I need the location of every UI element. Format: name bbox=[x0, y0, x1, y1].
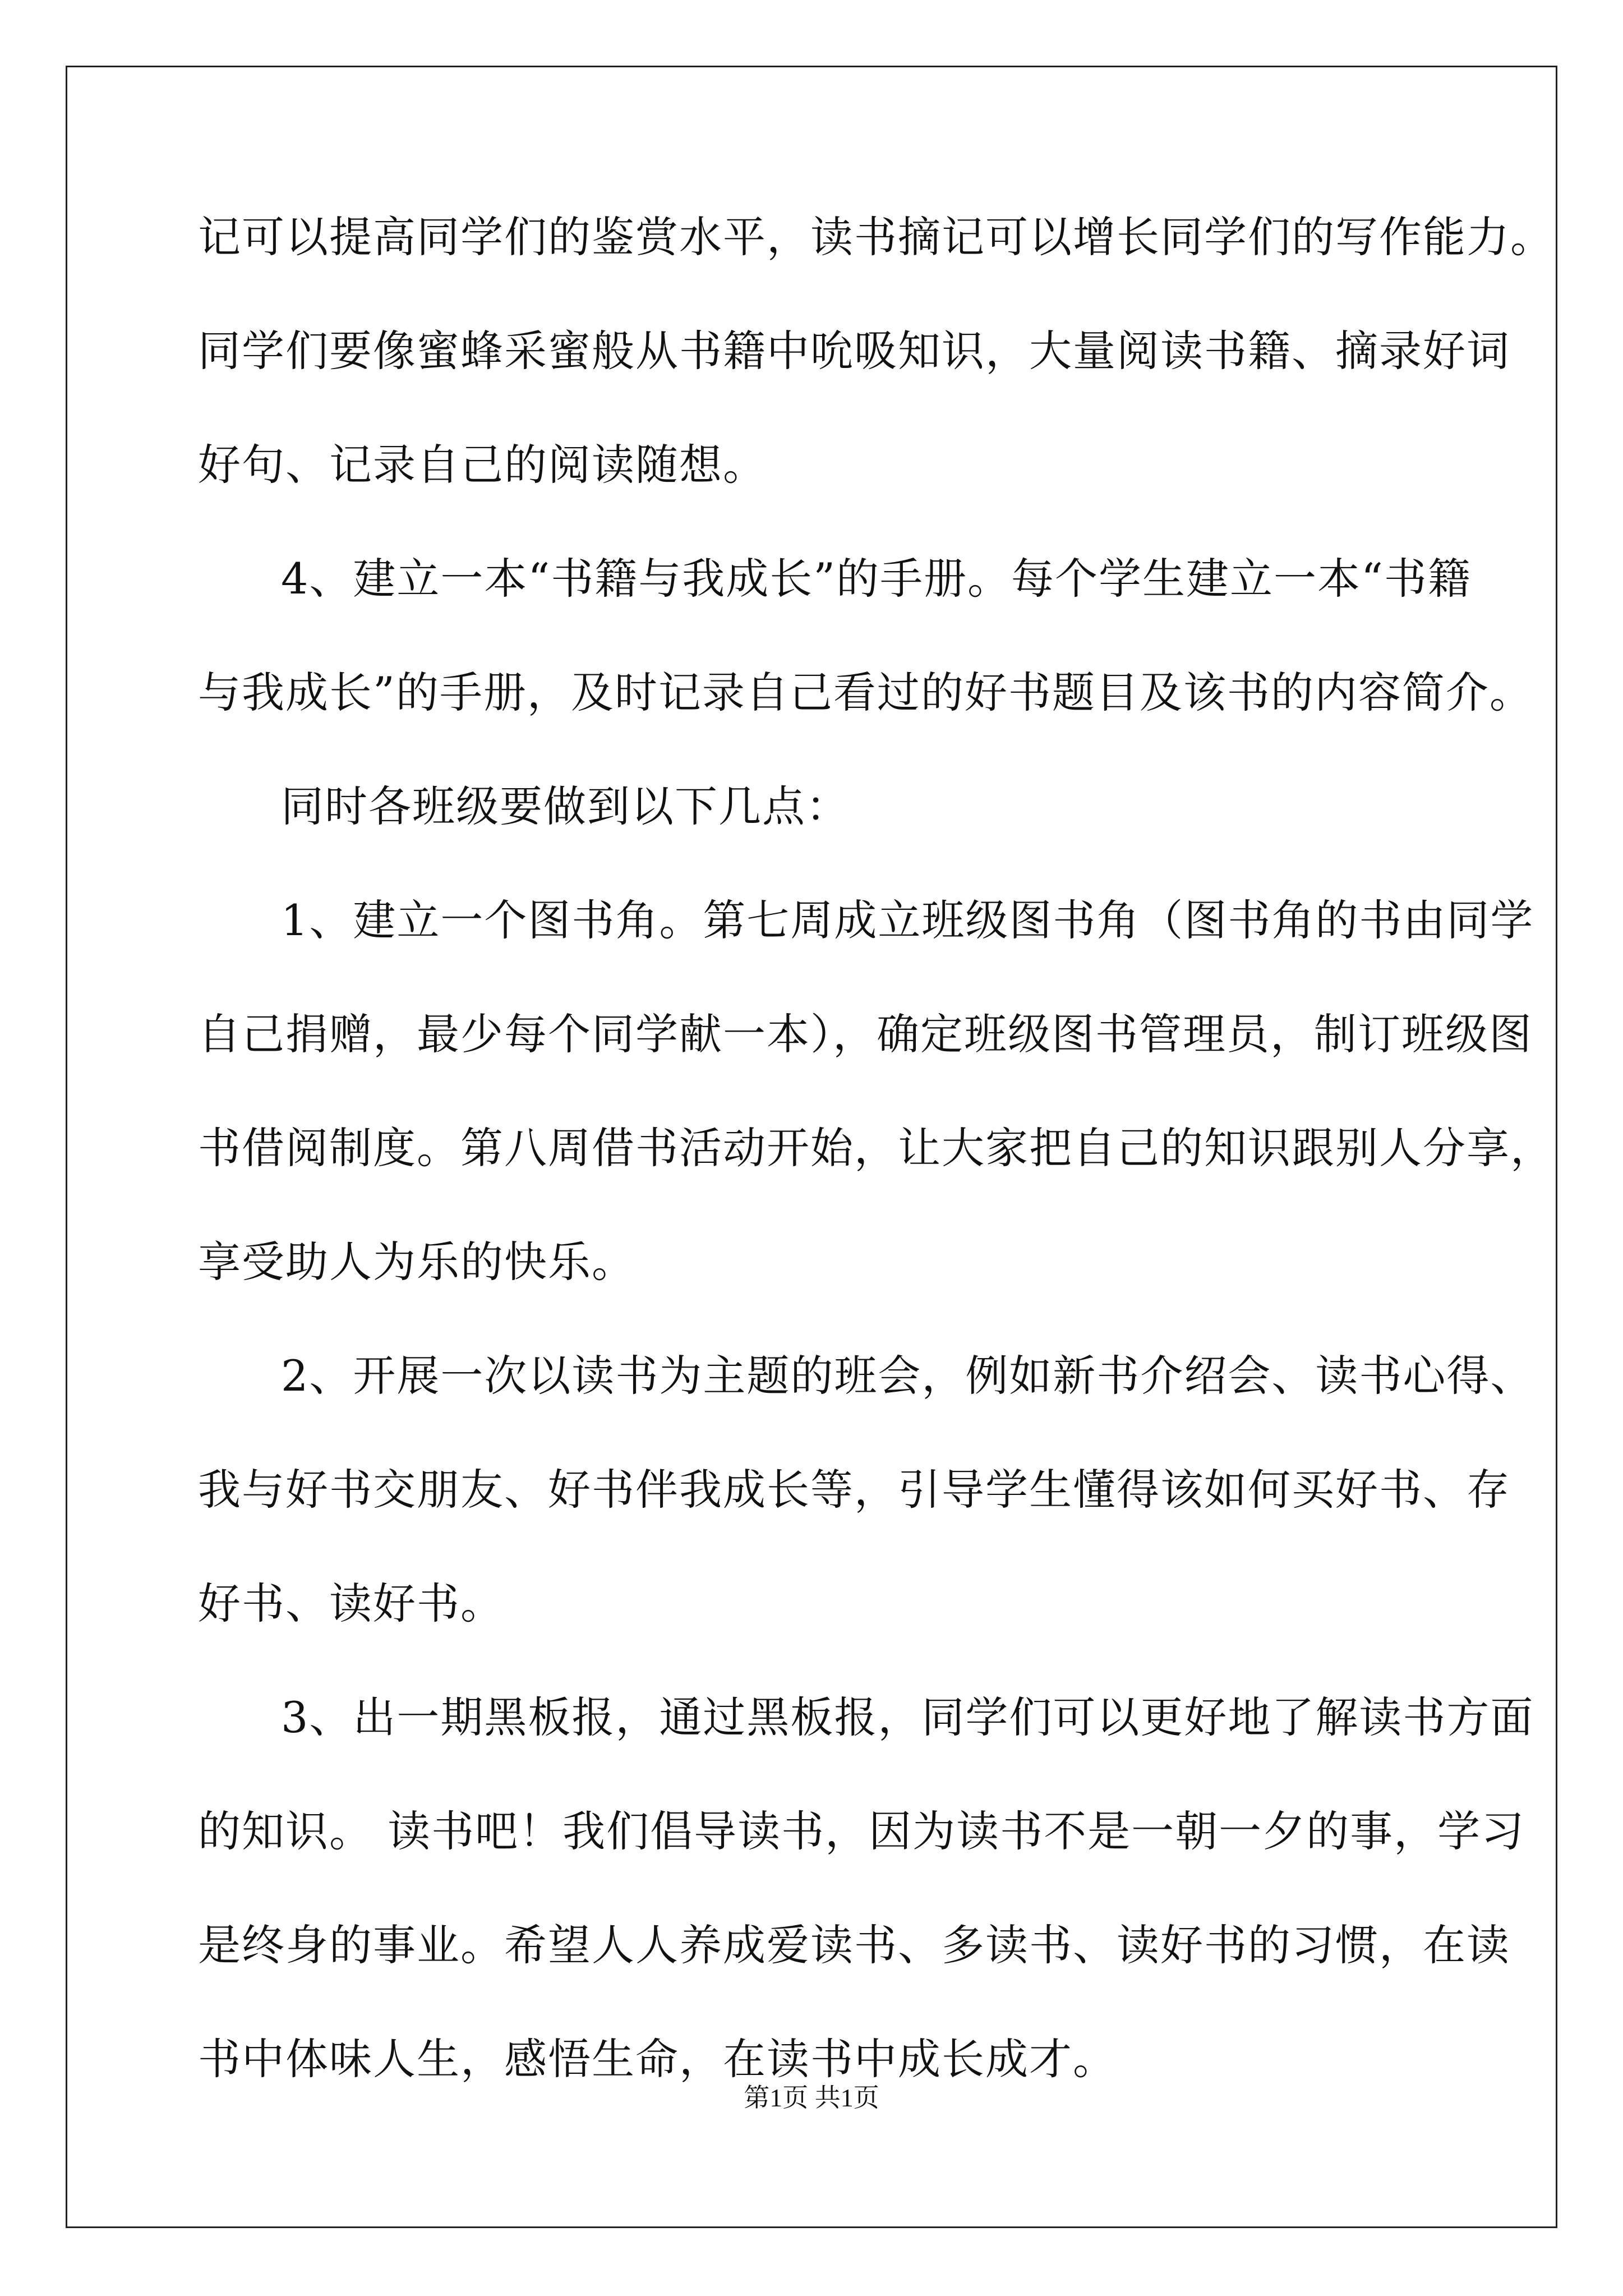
text-line: 1、建立一个图书角。第七周成立班级图书角（图书角的书由同学 bbox=[281, 895, 1534, 945]
text-line: 2、开展一次以读书为主题的班会，例如新书介绍会、读书心得、 bbox=[281, 1351, 1534, 1401]
text-line: 书借阅制度。第八周借书活动开始，让大家把自己的知识跟别人分享， bbox=[198, 1123, 1554, 1173]
text-line: 与我成长”的手册，及时记录自己看过的好书题目及该书的内容简介。 bbox=[198, 668, 1533, 717]
text-line: 享受助人为乐的快乐。 bbox=[198, 1237, 635, 1287]
text-line: 同时各班级要做到以下几点： bbox=[281, 781, 850, 831]
page-number: 第1页 共1页 bbox=[744, 2083, 879, 2112]
text-line: 同学们要像蜜蜂采蜜般从书籍中吮吸知识，大量阅读书籍、摘录好词 bbox=[198, 326, 1510, 376]
text-line: 好句、记录自己的阅读随想。 bbox=[198, 440, 767, 490]
text-line: 3、出一期黑板报，通过黑板报，同学们可以更好地了解读书方面 bbox=[281, 1692, 1534, 1742]
text-line: 自己捐赠，最少每个同学献一本），确定班级图书管理员，制订班级图 bbox=[198, 1009, 1533, 1059]
text-line: 好书、读好书。 bbox=[198, 1579, 504, 1628]
text-line: 的知识。 读书吧！我们倡导读书，因为读书不是一朝一夕的事，学习 bbox=[198, 1806, 1525, 1856]
text-line: 是终身的事业。希望人人养成爱读书、多读书、读好书的习惯，在读 bbox=[198, 1920, 1510, 1970]
text-line: 我与好书交朋友、好书伴我成长等，引导学生懂得该如何买好书、存 bbox=[198, 1465, 1510, 1515]
text-line: 4、建立一本“书籍与我成长”的手册。每个学生建立一本“书籍 bbox=[281, 554, 1472, 604]
text-line: 记可以提高同学们的鉴赏水平，读书摘记可以增长同学们的写作能力。 bbox=[198, 212, 1554, 262]
text-line: 书中体味人生，感悟生命，在读书中成长成才。 bbox=[198, 2034, 1117, 2084]
